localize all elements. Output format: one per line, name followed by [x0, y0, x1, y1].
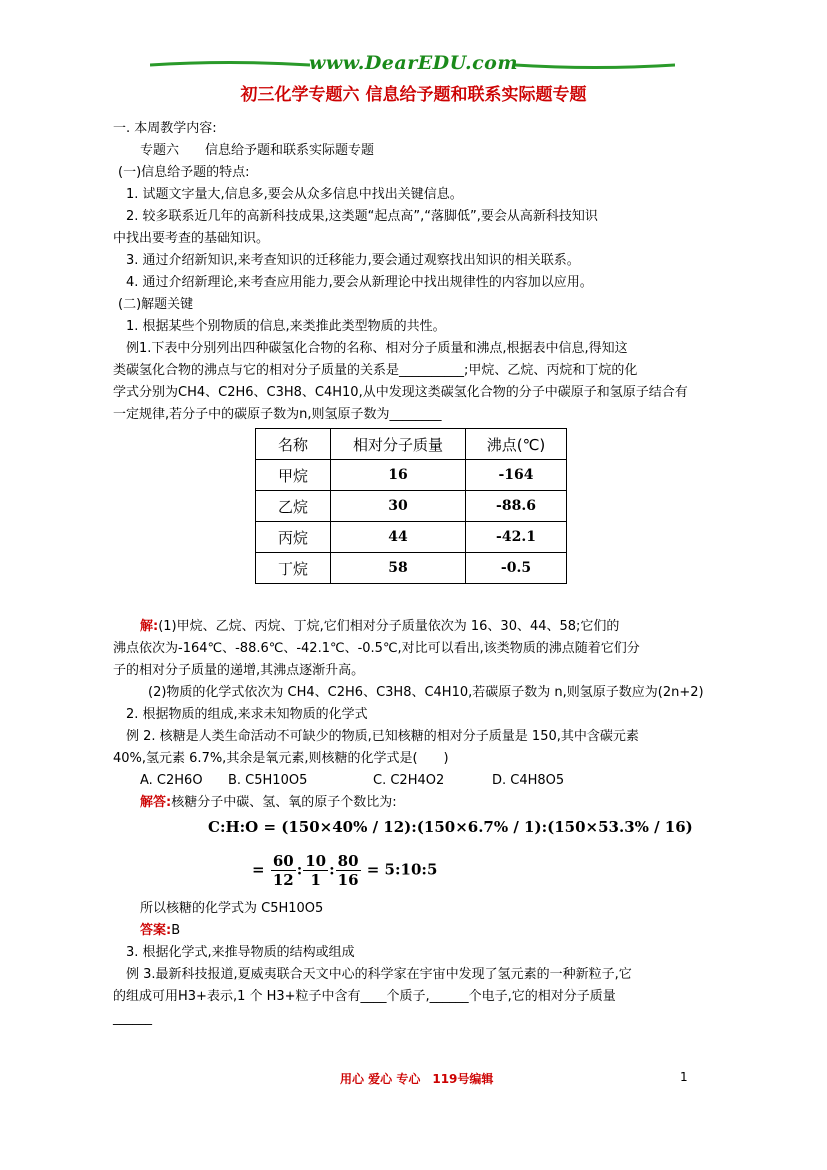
- option-b: B. C5H10O5: [228, 773, 308, 788]
- text-line: 子的相对分子质量的递增,其沸点逐渐升高。: [113, 663, 365, 678]
- table-cell: -88.6: [466, 491, 567, 522]
- conclusion: 所以核糖的化学式为 C5H10O5: [140, 901, 324, 916]
- table-cell: 甲烷: [256, 460, 331, 491]
- solution-label: 解:: [140, 619, 159, 634]
- answer-text: 核糖分子中碳、氢、氧的原子个数比为:: [171, 795, 397, 810]
- text-line: 3. 通过介绍新知识,来考查知识的迁移能力,要会通过观察找出知识的相关联系。: [126, 253, 580, 268]
- formula-fractions: = $\frac{60}{12}$ : $\frac{10}{1}$ : $\frac{80}{16}$ = 5:10:5: [252, 852, 438, 889]
- table-row: [256, 460, 567, 491]
- text-line: 学式分别为CH4、C2H6、C3H8、C4H10,从中发现这类碳氢化合物的分子中碳原子和氢原子结合有: [113, 385, 688, 400]
- text-line: 的组成可用H3+表示,1 个 H3+粒子中含有____个质子,______个电子,它的相对分子质量: [113, 989, 616, 1004]
- text-line: 4. 通过介绍新理论,来考查应用能力,要会从新理论中找出规律性的内容加以应用。: [126, 275, 593, 290]
- formula-result: = 5:10:5: [366, 860, 438, 879]
- table-cell: 丙烷: [256, 522, 331, 553]
- site-url[interactable]: www.DearEDU.com: [309, 52, 518, 74]
- table-cell: -164: [466, 460, 567, 491]
- table-cell: -42.1: [466, 522, 567, 553]
- text-line: (2)物质的化学式依次为 CH4、C2H6、C3H8、C4H10,若碳原子数为 n,则氢原子数应为(2n+2): [148, 685, 704, 700]
- text-line: 类碳氢化合物的沸点与它的相对分子质量的关系是__________;甲烷、乙烷、丙烷和丁烷的化: [113, 363, 638, 378]
- answer-key: [140, 920, 180, 942]
- text-line: 40%,氢元素 6.7%,其余是氧元素,则核糖的化学式是( ): [113, 751, 449, 766]
- text-line: 一定规律,若分子中的碳原子数为n,则氢原子数为________: [113, 407, 442, 422]
- text-line: 3. 根据化学式,来推导物质的结构或组成: [126, 945, 355, 960]
- answer-key-label: 答案:: [140, 923, 172, 938]
- table-header: 沸点(℃): [466, 429, 567, 460]
- text-line: ______: [113, 1011, 152, 1026]
- answer-line: [140, 792, 397, 814]
- page-number: 1: [680, 1070, 688, 1084]
- example-1: 例1.下表中分别列出四种碳氢化合物的名称、相对分子质量和沸点,根据表中信息,得知这: [126, 341, 628, 356]
- example-2: 例 2. 核糖是人类生命活动不可缺少的物质,已知核糖的相对分子质量是 150,其中含碳元素: [126, 729, 639, 744]
- solution-1: [140, 616, 619, 638]
- table-cell: 丁烷: [256, 553, 331, 584]
- topic-line: 专题六 信息给予题和联系实际题专题: [140, 143, 375, 158]
- text-line: 沸点依次为-164℃、-88.6℃、-42.1℃、-0.5℃,对比可以看出,该类物质的沸点随着它们分: [113, 641, 640, 656]
- table-row: [256, 553, 567, 584]
- option-d: D. C4H8O5: [492, 773, 565, 788]
- table-cell: 58: [331, 553, 466, 584]
- fraction: $\frac{60}{12}$: [272, 852, 294, 889]
- page-title: 初三化学专题六 信息给予题和联系实际题专题: [240, 85, 587, 105]
- option-c: C. C2H4O2: [373, 773, 445, 788]
- text-line: 中找出要考查的基础知识。: [113, 231, 270, 246]
- text-line: 2. 较多联系近几年的高新科技成果,这类题“起点高”,“落脚低”,要会从高新科技知识: [126, 209, 598, 224]
- answer-label: 解答:: [140, 795, 172, 810]
- answer-key-value: B: [171, 923, 181, 938]
- table-header-row: [256, 429, 567, 460]
- formula-ratio: C:H:O = (150×40% / 12):(150×6.7% / 1):(150×53.3% / 16): [208, 818, 693, 836]
- text-line: 1. 试题文字量大,信息多,要会从众多信息中找出关键信息。: [126, 187, 463, 202]
- footer-slogan: 用心 爱心 专心 119号编辑: [340, 1072, 494, 1086]
- solution-text: (1)甲烷、乙烷、丙烷、丁烷,它们相对分子质量依次为 16、30、44、58;它们的: [158, 619, 620, 634]
- table-row: [256, 522, 567, 553]
- table-header: 名称: [256, 429, 331, 460]
- table-header: 相对分子质量: [331, 429, 466, 460]
- subheading: (二)解题关键: [118, 297, 194, 312]
- fraction: $\frac{80}{16}$: [337, 852, 359, 889]
- table-cell: -0.5: [466, 553, 567, 584]
- option-a: A. C2H6O: [140, 773, 203, 788]
- text-line: 2. 根据物质的组成,来求未知物质的化学式: [126, 707, 368, 722]
- table-row: [256, 491, 567, 522]
- example-3: 例 3.最新科技报道,夏威夷联合天文中心的科学家在宇宙中发现了氢元素的一种新粒子,它: [126, 967, 632, 982]
- table-cell: 44: [331, 522, 466, 553]
- table-cell: 乙烷: [256, 491, 331, 522]
- section-heading: 一. 本周教学内容:: [113, 121, 217, 136]
- text-line: 1. 根据某些个别物质的信息,来类推此类型物质的共性。: [126, 319, 446, 334]
- table-cell: 16: [331, 460, 466, 491]
- hydrocarbon-table: [255, 428, 567, 584]
- subheading: (一)信息给予题的特点:: [118, 165, 250, 180]
- fraction: $\frac{10}{1}$: [305, 852, 327, 889]
- table-cell: 30: [331, 491, 466, 522]
